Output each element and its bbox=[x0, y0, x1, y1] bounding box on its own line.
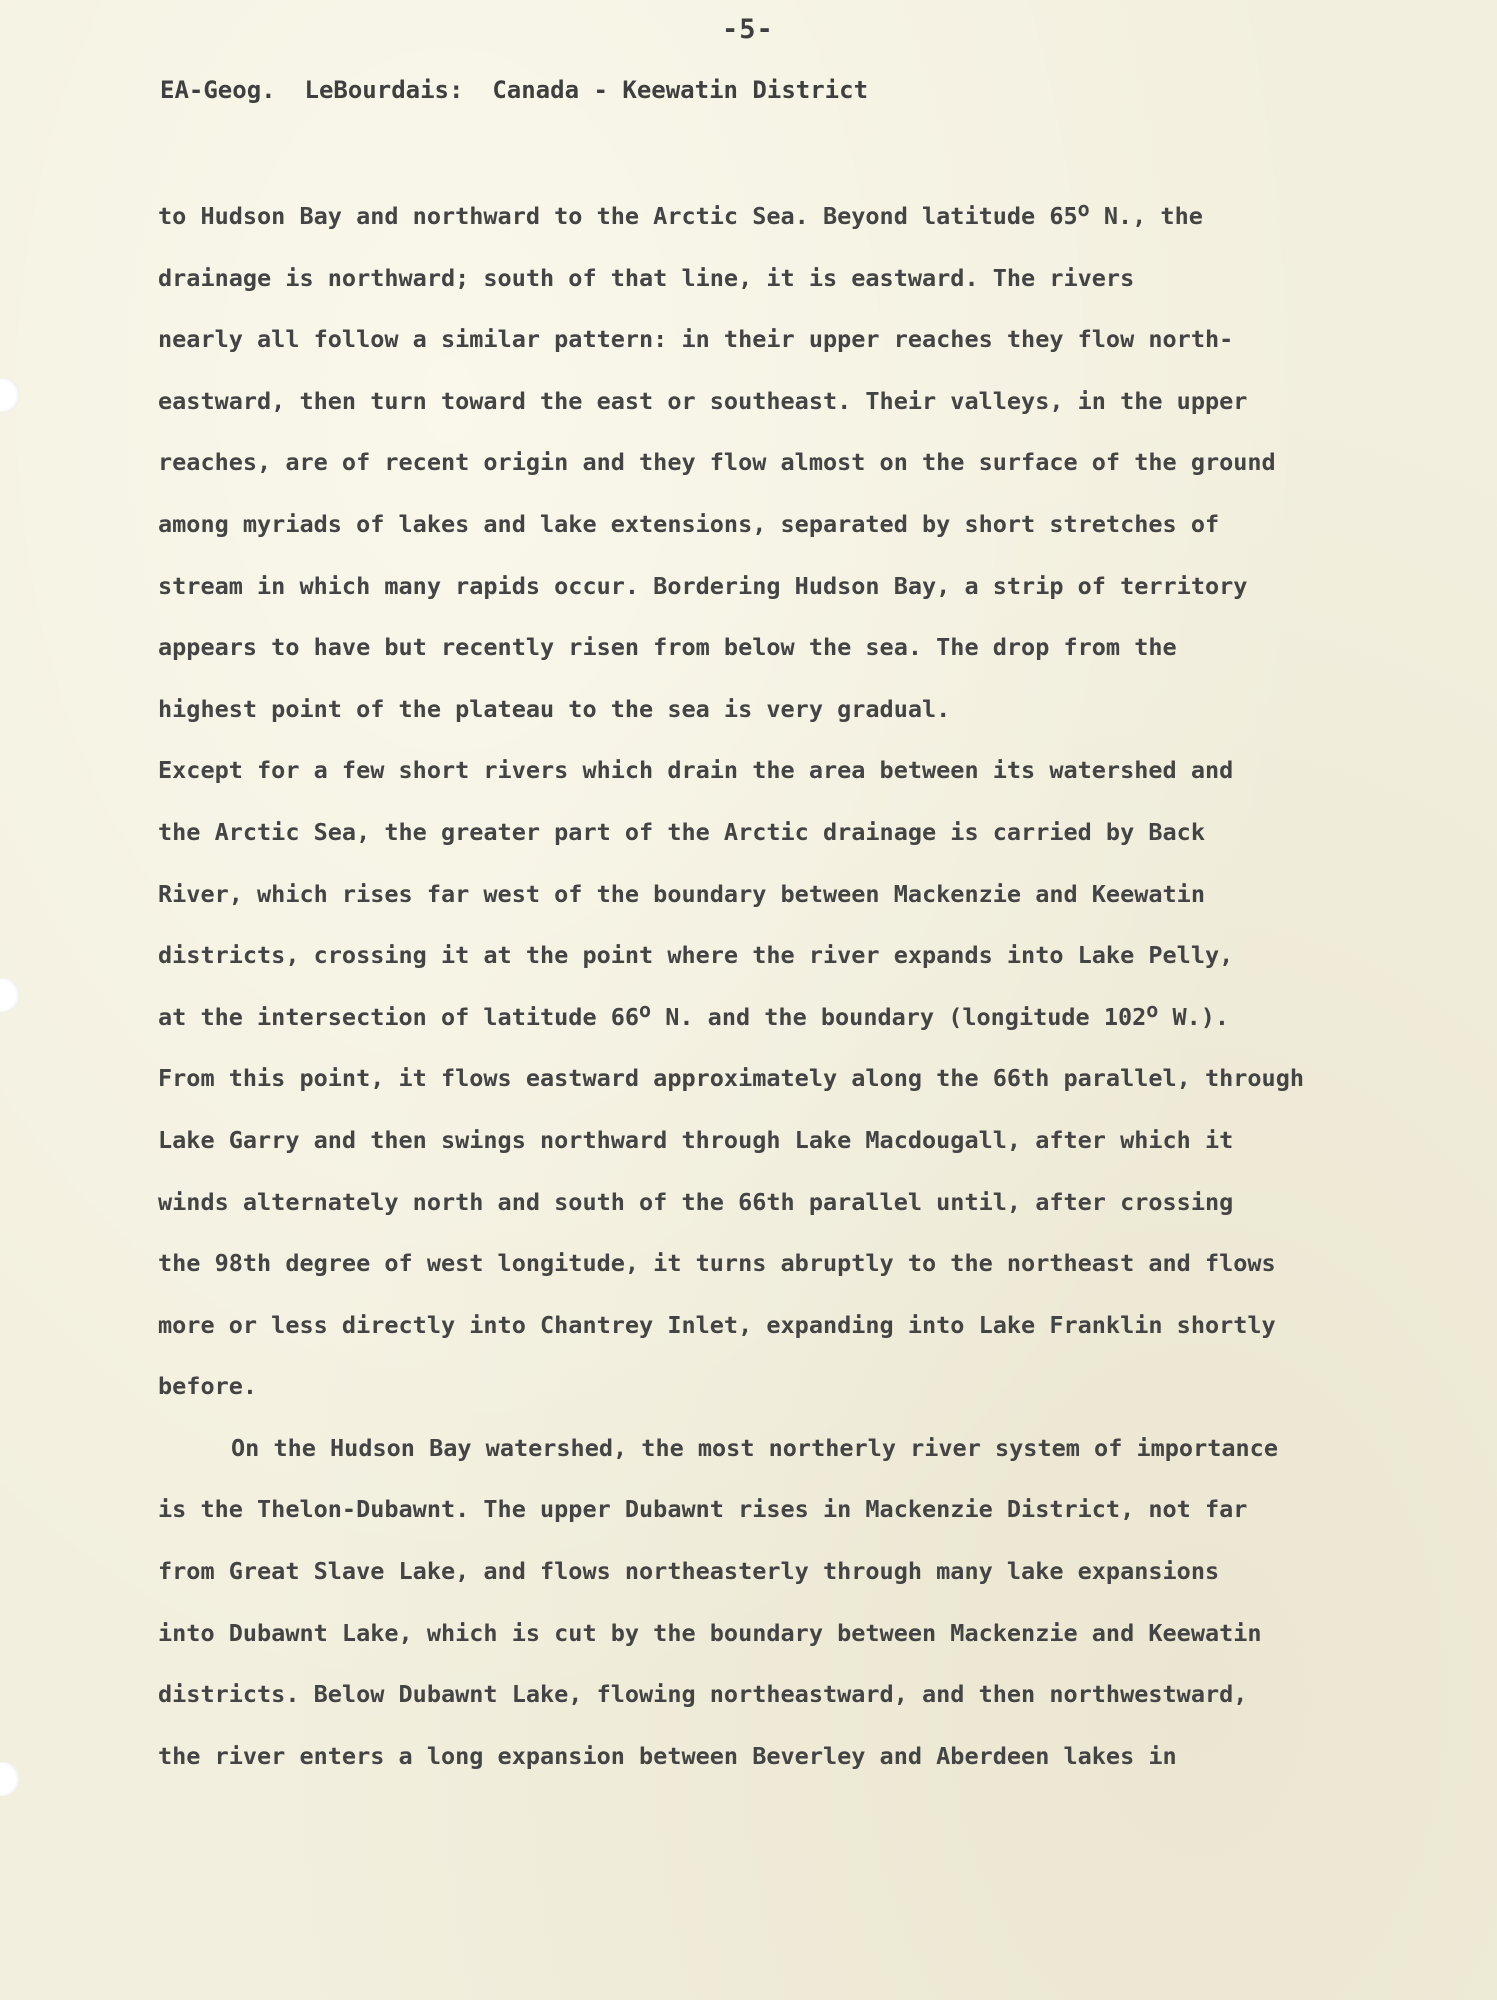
line-segment: eastward, then turn toward the east or southeast. Their valleys, in the upper bbox=[158, 386, 1248, 415]
line-segment: nearly all follow a similar pattern: in their upper reaches they flow north- bbox=[158, 325, 1234, 354]
line-segment: reaches, are of recent origin and they flow almost on the surface of the ground bbox=[158, 448, 1276, 477]
page-number: -5- bbox=[722, 14, 774, 45]
text-line bbox=[158, 1058, 1388, 1120]
text-line bbox=[158, 1428, 1388, 1490]
text-line bbox=[158, 442, 1388, 504]
text-line bbox=[158, 874, 1388, 936]
text-line bbox=[158, 1182, 1388, 1244]
line-segment: into Dubawnt Lake, which is cut by the boundary between Mackenzie and Keewatin bbox=[158, 1618, 1262, 1647]
line-segment: is the Thelon-Dubawnt. The upper Dubawnt rises in Mackenzie District, not far bbox=[158, 1495, 1248, 1524]
text-line bbox=[158, 627, 1388, 689]
text-line bbox=[158, 196, 1388, 258]
text-line bbox=[158, 504, 1388, 566]
line-segment: stream in which many rapids occur. Bordering Hudson Bay, a strip of territory bbox=[158, 571, 1248, 600]
line-segment: highest point of the plateau to the sea is very gradual. bbox=[158, 694, 951, 723]
degree-mark: o bbox=[1077, 197, 1090, 221]
line-segment: at the intersection of latitude 66 bbox=[158, 1002, 640, 1031]
line-segment: On the Hudson Bay watershed, the most northerly river system of importance bbox=[231, 1433, 1278, 1462]
text-line bbox=[158, 319, 1388, 381]
line-segment: winds alternately north and south of the 66th parallel until, after crossing bbox=[158, 1187, 1234, 1216]
line-segment: the river enters a long expansion between Beverley and Aberdeen lakes in bbox=[158, 1741, 1177, 1770]
line-segment: before. bbox=[158, 1372, 258, 1401]
text-line bbox=[158, 812, 1388, 874]
line-segment: N. and the boundary (longitude 102 bbox=[651, 1002, 1147, 1031]
text-line bbox=[158, 258, 1388, 320]
line-segment: W.). bbox=[1158, 1002, 1230, 1031]
line-segment: drainage is northward; south of that line, it is eastward. The rivers bbox=[158, 263, 1135, 292]
degree-mark: o bbox=[639, 997, 652, 1022]
text-line bbox=[158, 1305, 1388, 1367]
text-line bbox=[158, 1736, 1388, 1798]
punch-hole bbox=[0, 378, 20, 412]
text-line bbox=[158, 1366, 1388, 1428]
line-segment: among myriads of lakes and lake extensions, separated by short stretches of bbox=[158, 509, 1220, 538]
text-line bbox=[158, 1551, 1388, 1613]
text-line bbox=[158, 997, 1388, 1059]
text-line bbox=[158, 689, 1388, 751]
line-segment: River, which rises far west of the boundary between Mackenzie and Keewatin bbox=[158, 879, 1205, 908]
degree-mark: o bbox=[1146, 997, 1159, 1022]
line-segment: Except for a few short rivers which drain the area between its watershed and bbox=[158, 756, 1234, 785]
text-line bbox=[158, 1613, 1388, 1675]
line-segment: Lake Garry and then swings northward through Lake Macdougall, after which it bbox=[158, 1125, 1234, 1154]
line-segment: districts. Below Dubawnt Lake, flowing northeastward, and then northwestward, bbox=[158, 1680, 1248, 1709]
line-segment: to Hudson Bay and northward to the Arctic Sea. Beyond latitude 65 bbox=[158, 202, 1078, 230]
text-line bbox=[158, 1120, 1388, 1182]
line-segment: appears to have but recently risen from below the sea. The drop from the bbox=[158, 633, 1177, 662]
line-segment: the 98th degree of west longitude, it turns abruptly to the northeast and flows bbox=[158, 1249, 1276, 1278]
line-segment: N., the bbox=[1089, 202, 1203, 230]
line-segment: from Great Slave Lake, and flows northeasterly through many lake expansions bbox=[158, 1557, 1220, 1586]
punch-hole bbox=[0, 978, 20, 1012]
text-line bbox=[158, 381, 1388, 443]
punch-hole bbox=[0, 1762, 20, 1796]
text-line bbox=[158, 750, 1388, 812]
text-line bbox=[158, 1489, 1388, 1551]
text-line bbox=[158, 1674, 1388, 1736]
text-line bbox=[158, 1243, 1388, 1305]
body-text bbox=[158, 196, 1388, 1797]
line-segment: the Arctic Sea, the greater part of the Arctic drainage is carried by Back bbox=[158, 817, 1205, 846]
running-header: EA-Geog. LeBourdais: Canada - Keewatin District bbox=[160, 76, 869, 104]
line-segment: districts, crossing it at the point where the river expands into Lake Pelly, bbox=[158, 941, 1234, 970]
text-line bbox=[158, 935, 1388, 997]
line-segment: From this point, it flows eastward approximately along the 66th parallel, through bbox=[158, 1064, 1305, 1093]
text-line bbox=[158, 566, 1388, 628]
line-segment: more or less directly into Chantrey Inlet, expanding into Lake Franklin shortly bbox=[158, 1310, 1276, 1339]
